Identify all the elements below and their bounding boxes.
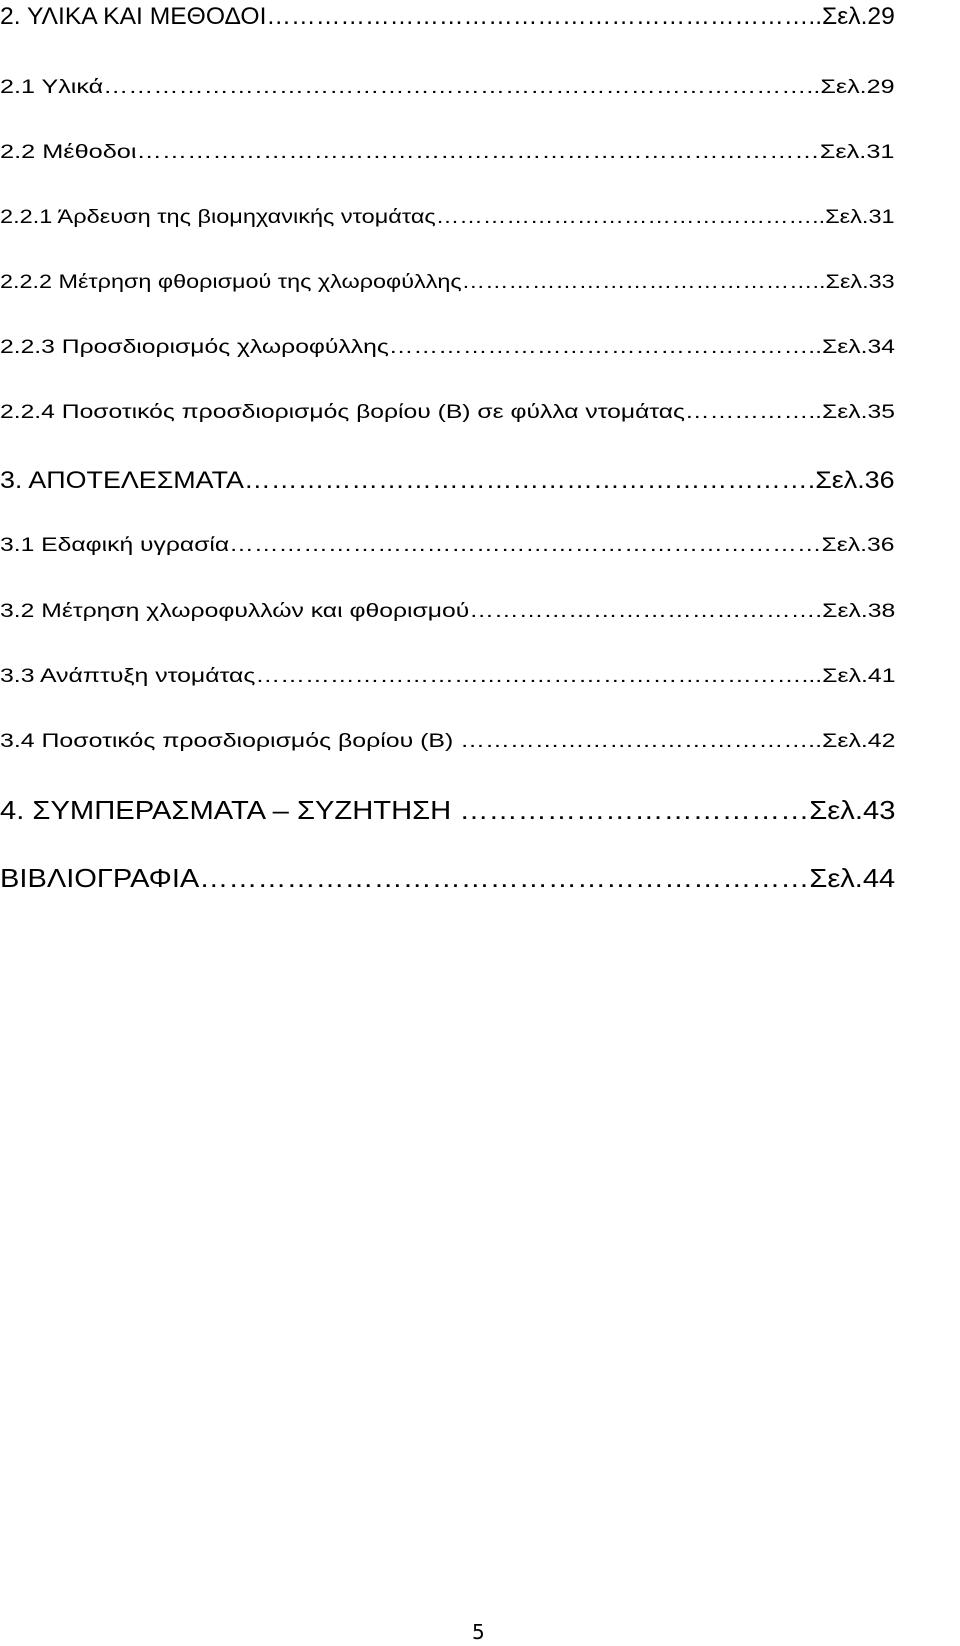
toc-entry-3: 3. ΑΠΟΤΕΛΕΣΜΑΤΑ……………………………………………………….Σελ.36 [0, 467, 895, 494]
toc-entry-bibliography: ΒΙΒΛΙΟΓΡΑΦΙΑ………………………………………………………Σελ.44 [0, 863, 896, 893]
toc-entry-4: 4. ΣΥΜΠΕΡΑΣΜΑΤΑ – ΣΥΖΗΤΗΣΗ ………………………………Σελ.43 [0, 795, 896, 825]
toc-entry-2-2-2: 2.2.2 Μέτρηση φθορισμού της χλωροφύλλης………………………………………..Σελ.33 [0, 272, 895, 293]
toc-entry-3-2: 3.2 Μέτρηση χλωροφυλλών και φθορισμού…………………………………….Σελ.38 [0, 601, 896, 622]
toc-entry-2-2-3: 2.2.3 Προσδιορισμός χλωροφύλλης……………………………………………..Σελ.34 [0, 337, 895, 358]
toc-entry-2-2-1: 2.2.1 Άρδευση της βιομηχανικής ντομάτας…………………………………………..Σελ.31 [0, 207, 895, 228]
toc-entry-2-2: 2.2 Μέθοδοι………………………………………………………………………Σελ.31 [0, 142, 895, 163]
toc-entry-3-4: 3.4 Ποσοτικός προσδιορισμός βορίου (Β) ……………………………………..Σελ.42 [0, 731, 896, 752]
toc-entry-2-2-4: 2.2.4 Ποσοτικός προσδιορισμός βορίου (Β) σε φύλλα ντομάτας……………..Σελ.35 [0, 402, 895, 423]
toc-entry-3-1: 3.1 Εδαφική υγρασία………………………………………………………………Σελ.36 [0, 535, 895, 556]
toc-entry-2-1: 2.1 Υλικά…………………………………………………………………………..Σελ.29 [0, 77, 895, 98]
page-number: 5 [472, 1620, 485, 1644]
toc-entry-3-3: 3.3 Ανάπτυξη ντομάτας…………………………………………………………...Σελ.41 [0, 666, 896, 687]
toc-entry-2: 2. ΥΛΙΚΑ ΚΑΙ ΜΕΘΟΔΟΙ…………………………………………………………..Σελ.29 [0, 3, 895, 30]
